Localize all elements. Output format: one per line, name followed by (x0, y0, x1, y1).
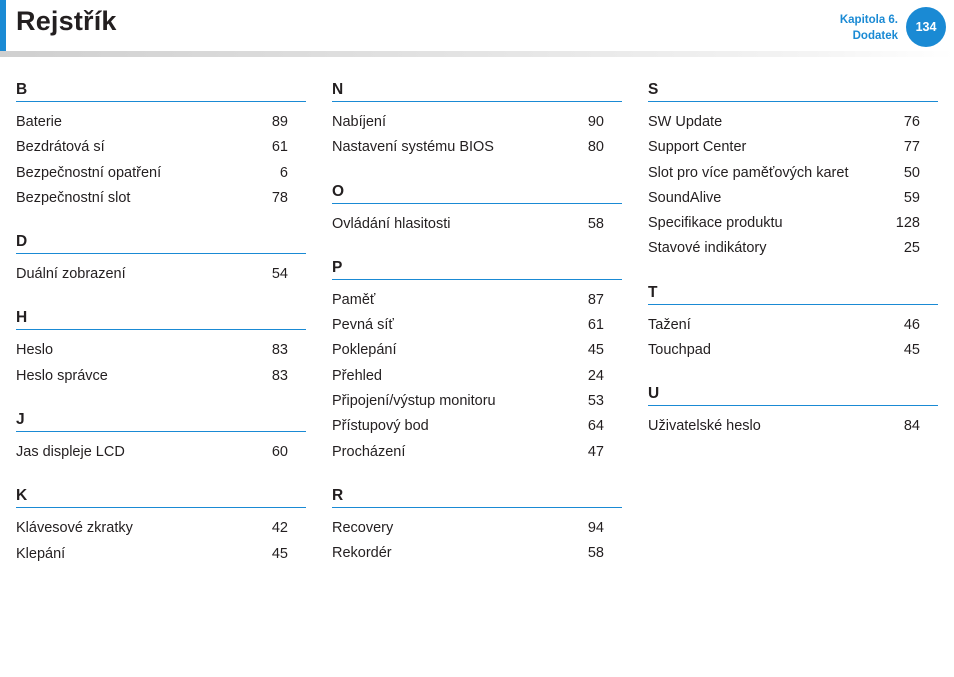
index-entry[interactable] (332, 110, 622, 135)
index-entry-page-number: 61 (271, 139, 288, 156)
index-entry-page-number: 59 (903, 189, 920, 206)
index-entry[interactable] (16, 364, 306, 389)
index-section (332, 182, 622, 237)
index-section (16, 232, 306, 287)
index-entry-page-number: 83 (271, 342, 288, 359)
section-letter-heading: N (332, 80, 622, 102)
index-entry-page-number: 45 (903, 342, 920, 359)
section-letter-heading: R (332, 486, 622, 508)
index-entry[interactable] (332, 338, 622, 363)
index-section (648, 384, 938, 439)
index-entry-page-number: 46 (903, 316, 920, 333)
index-entry[interactable] (16, 186, 306, 211)
index-entry-page-number: 45 (587, 342, 604, 359)
index-entry-page-number: 84 (903, 418, 920, 435)
index-entry-page-number: 89 (271, 114, 288, 130)
index-entry[interactable] (16, 161, 306, 186)
index-entry-page-number: 76 (903, 114, 920, 130)
index-entry[interactable] (648, 161, 938, 186)
index-entry-label: Přehled (332, 367, 382, 384)
index-entry[interactable] (16, 135, 306, 160)
index-entry-label: SoundAlive (648, 189, 722, 206)
index-entry-label: Paměť (332, 291, 376, 308)
index-column-1 (16, 80, 306, 588)
index-entry-page-number: 77 (903, 139, 920, 156)
index-entry-label: Uživatelské heslo (648, 418, 761, 435)
index-entry[interactable] (332, 414, 622, 439)
index-entry-page-number: 94 (587, 519, 604, 536)
index-entry-label: Klávesové zkratky (16, 520, 133, 537)
index-section (332, 80, 622, 161)
index-entry[interactable] (648, 313, 938, 338)
index-entry-page-number: 24 (587, 367, 604, 384)
index-entry[interactable] (332, 389, 622, 414)
index-entry[interactable] (648, 236, 938, 261)
index-entry-page-number: 58 (587, 545, 604, 562)
index-entry[interactable] (648, 338, 938, 363)
index-entry-label: Tažení (648, 316, 691, 333)
page-title: Rejstřík (16, 6, 117, 36)
index-entry-label: Bezpečnostní opatření (16, 164, 162, 181)
index-entry-label: Nastavení systému BIOS (332, 139, 494, 156)
index-entry-page-number: 60 (271, 444, 288, 461)
index-entry-label: Recovery (332, 519, 394, 536)
index-entry[interactable] (648, 211, 938, 236)
index-entry-label: Specifikace produktu (648, 215, 783, 232)
index-entry[interactable] (16, 440, 306, 465)
index-entry-label: Touchpad (648, 342, 711, 359)
index-section (16, 80, 306, 211)
section-letter-heading: O (332, 182, 622, 204)
section-letter-heading: H (16, 308, 306, 330)
chapter-name: Dodatek (852, 30, 898, 42)
section-letter-heading: T (648, 283, 938, 305)
section-letter-heading: U (648, 384, 938, 406)
index-section (648, 283, 938, 364)
index-entry-page-number: 80 (587, 139, 604, 156)
index-entry-label: Support Center (648, 139, 747, 156)
index-entry-label: Připojení/výstup monitoru (332, 393, 496, 410)
section-letter-heading: D (16, 232, 306, 254)
section-letter-heading: B (16, 80, 306, 102)
index-entry-label: Jas displeje LCD (16, 444, 125, 461)
index-entry[interactable] (332, 516, 622, 541)
index-entry-label: Ovládání hlasitosti (332, 215, 451, 232)
index-entry-page-number: 45 (271, 545, 288, 562)
index-entry-page-number: 25 (903, 240, 920, 257)
page-number-badge: 134 (906, 7, 946, 47)
chapter-number: Kapitola 6. (839, 14, 898, 26)
index-entry-page-number: 61 (587, 317, 604, 334)
index-entry[interactable] (648, 414, 938, 439)
index-entry[interactable] (16, 338, 306, 363)
index-section (16, 308, 306, 389)
section-letter-heading: K (16, 486, 306, 508)
index-entry-page-number: 47 (587, 443, 604, 460)
index-entry-page-number: 50 (903, 164, 920, 181)
index-entry-label: Nabíjení (332, 114, 387, 130)
index-entry-page-number: 6 (279, 164, 288, 181)
index-entry[interactable] (332, 212, 622, 237)
index-column-2 (332, 80, 622, 588)
index-entry-label: Duální zobrazení (16, 266, 126, 283)
index-entry[interactable] (16, 262, 306, 287)
index-entry-label: Procházení (332, 443, 406, 460)
index-entry-label: Slot pro více paměťových karet (648, 164, 849, 181)
index-entry-page-number: 64 (587, 418, 604, 435)
index-entry-label: Přístupový bod (332, 418, 429, 435)
index-entry-label: Bezpečnostní slot (16, 189, 131, 206)
index-entry-page-number: 78 (271, 189, 288, 206)
header-divider (0, 51, 954, 57)
index-entry-label: Pevná síť (332, 317, 394, 334)
index-entry-page-number: 83 (271, 367, 288, 384)
index-entry[interactable] (332, 288, 622, 313)
index-section (332, 486, 622, 567)
index-entry[interactable] (332, 440, 622, 465)
index-entry[interactable] (16, 110, 306, 135)
index-entry-page-number: 53 (587, 393, 604, 410)
index-entry-label: Heslo správce (16, 367, 108, 384)
index-section (16, 410, 306, 465)
index-entry[interactable] (16, 542, 306, 567)
index-entry-label: Stavové indikátory (648, 240, 767, 257)
index-entry-page-number: 128 (895, 215, 920, 232)
index-entry[interactable] (332, 135, 622, 160)
index-entry-page-number: 58 (587, 215, 604, 232)
chapter-label (840, 12, 898, 44)
section-letter-heading: J (16, 410, 306, 432)
header-accent-bar (0, 0, 6, 51)
index-entry[interactable] (648, 186, 938, 211)
index-section (16, 486, 306, 567)
index-entry-label: Poklepání (332, 342, 397, 359)
index-section (648, 80, 938, 262)
index-entry[interactable] (332, 313, 622, 338)
index-entry-label: Rekordér (332, 545, 392, 562)
index-entry-label: Baterie (16, 114, 62, 130)
section-letter-heading: S (648, 80, 938, 102)
index-entry-label: Bezdrátová sí (16, 139, 105, 156)
index-section (332, 258, 622, 465)
index-entry-page-number: 87 (587, 291, 604, 308)
index-column-3 (648, 80, 938, 461)
index-entry[interactable] (332, 541, 622, 566)
index-entry-label: Heslo (16, 342, 54, 359)
section-letter-heading: P (332, 258, 622, 280)
index-entry-label: Klepání (16, 545, 66, 562)
index-entry-page-number: 42 (271, 520, 288, 537)
index-entry-page-number: 90 (587, 114, 604, 130)
index-entry[interactable] (648, 110, 938, 135)
index-entry-label: SW Update (648, 114, 723, 130)
index-entry[interactable] (648, 135, 938, 160)
index-entry[interactable] (16, 516, 306, 541)
index-entry-page-number: 54 (271, 266, 288, 283)
index-entry[interactable] (332, 364, 622, 389)
